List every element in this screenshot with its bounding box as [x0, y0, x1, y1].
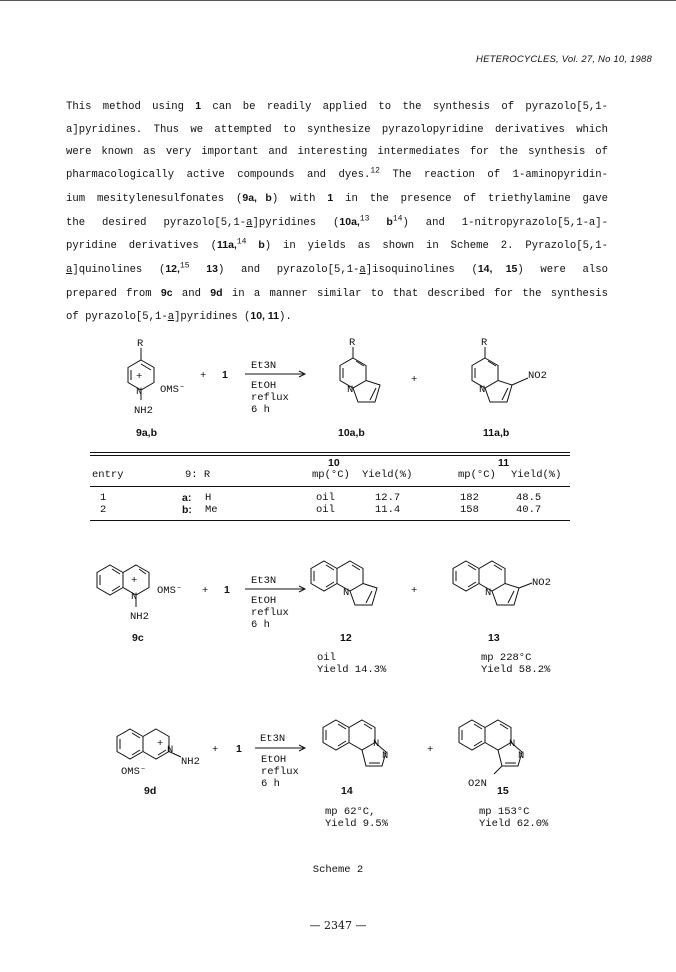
n-label: N [347, 384, 354, 396]
nitro-label: NO2 [528, 370, 547, 382]
n-label: N [343, 587, 350, 599]
reaction-scheme-1 [0, 330, 676, 445]
table-row: 1 a: H oil 12.7 182 48.5 [100, 492, 542, 504]
text-line: ium mesitylenesulfonates (9a, b) with 1 in the presence of triethylamine gave [66, 191, 608, 205]
col-header-mp-11: mp(°C) [458, 469, 496, 481]
substituent-r: R [137, 338, 144, 350]
product-14-mp: mp 62°C, [325, 806, 376, 818]
product-15-yield: Yield 62.0% [479, 818, 549, 830]
n-label: N [131, 591, 138, 603]
scheme-caption: Scheme 2 [312, 864, 364, 876]
plus-sign-2: + [427, 744, 434, 756]
running-header: HETEROCYCLES, Vol. 27, No 10, 1988 [476, 54, 652, 65]
table-row: 2 b: Me oil 11.4 158 40.7 [100, 504, 542, 516]
n-label: N [136, 386, 143, 398]
product-12-mp: oil [317, 652, 336, 664]
arrow-condition-1: EtOH [251, 380, 277, 392]
arrow-condition-3: 6 h [251, 404, 270, 416]
pyrazoloquinoline-structure [311, 561, 377, 605]
pyrazoloisoquinoline-structure [323, 720, 388, 766]
product-14-yield: Yield 9.5% [325, 818, 389, 830]
col-header-yield-11: Yield(%) [511, 469, 562, 481]
text-line: a]pyridines. Thus we attempted to synthesize pyrazolopyridine derivatives which [66, 123, 608, 136]
plus-sign: + [212, 744, 219, 756]
nh2-label: NH2 [181, 756, 200, 768]
n-label: N [373, 738, 380, 750]
group-header-11: 11 [498, 457, 510, 469]
nh2-label: NH2 [130, 611, 149, 623]
counterion-label: OMS⁻ [121, 766, 147, 778]
group-header-10: 10 [328, 457, 340, 469]
text-line: were known as very important and interesting intermediates for the synthesis of [66, 146, 608, 159]
text-line: pharmacologically active compounds and dyes.$^{12}$ The reaction of 1-aminopyridin- [66, 166, 608, 182]
reagent-1: 1 [222, 369, 228, 381]
charge-label: + [157, 738, 164, 750]
n-label: N [485, 587, 492, 599]
quinolinium-structure [97, 565, 182, 623]
arrow-condition-2: reflux [251, 392, 289, 404]
compound-label-14: 14 [341, 785, 353, 797]
table-header-row [90, 469, 570, 482]
nh2-label: NH2 [134, 405, 153, 417]
n-label: N [479, 384, 486, 396]
text-line: This method using 1 can be readily applied to the synthesis of pyrazolo[5,1- [66, 100, 608, 113]
reaction-arrow [255, 745, 305, 751]
page-number: — 2347 — [309, 919, 367, 932]
charge-label: + [136, 371, 143, 383]
arrow-condition-3: 6 h [251, 619, 270, 631]
arrow-condition-1: EtOH [261, 754, 287, 766]
n-label: N [167, 744, 174, 756]
reagent-1: 1 [236, 743, 242, 755]
text-line: pyridine derivatives (11a,$^{14}$ b) in yields as shown in Scheme 2. Pyrazolo[5,1- [66, 237, 608, 253]
substituent-r: R [481, 337, 488, 349]
n-label: N [509, 738, 516, 750]
product-12-yield: Yield 14.3% [317, 664, 387, 676]
col-header-yield-10: Yield(%) [362, 469, 413, 481]
plus-sign-2: + [411, 585, 418, 597]
arrow-condition-1: EtOH [251, 595, 277, 607]
arrow-reagent-top: Et3N [251, 360, 277, 372]
text-line: prepared from 9c and 9d in a manner similar to that described for the synthesis [66, 286, 608, 300]
nitropyrazoloquinoline-structure [453, 561, 551, 605]
arrow-condition-2: reflux [251, 607, 289, 619]
reagent-1: 1 [224, 584, 230, 596]
plus-sign: + [200, 370, 207, 382]
col-header-entry: entry [92, 469, 124, 481]
arrow-reagent-top: Et3N [251, 575, 277, 587]
table-top-rule [90, 452, 570, 453]
nitropyrazoloisoquinoline-structure [459, 720, 524, 790]
counterion-label: OMS⁻ [160, 384, 186, 396]
text-line: the desired pyrazolo[5,1-a]pyridines (10a,$^{13}$ $b^{14}$) and 1-nitropyrazolo[5,1-a]- [66, 213, 608, 229]
substituent-r: R [349, 337, 356, 349]
compound-label-15: 15 [497, 785, 509, 797]
charge-label: + [131, 575, 138, 587]
col-header-mp-10: mp(°C) [312, 469, 350, 481]
plus-sign: + [202, 585, 209, 597]
compound-label-9d: 9d [144, 785, 157, 797]
product-13-yield: Yield 58.2% [481, 664, 551, 676]
table-header-rule [90, 486, 570, 487]
plus-sign-2: + [411, 374, 418, 386]
col-header-r: 9: R [185, 469, 211, 481]
n-label: N [382, 750, 389, 762]
compound-label-12: 12 [340, 632, 352, 644]
reaction-scheme-3 [0, 700, 676, 835]
compound-label-10ab: 10a,b [338, 427, 365, 439]
table-bottom-rule [90, 520, 570, 521]
nitropyrazolopyridine-structure [472, 337, 547, 402]
arrow-condition-3: 6 h [261, 778, 280, 790]
arrow-condition-2: reflux [261, 766, 299, 778]
pyrazolopyridine-structure [340, 337, 380, 402]
arrow-reagent-top: Et3N [260, 733, 286, 745]
text-line: a]quinolines (12,15 13) and pyrazolo[5,1-a]isoquinolines (14, 15) were also [66, 261, 608, 276]
counterion-label: OMS⁻ [157, 585, 183, 597]
body-paragraph [66, 95, 608, 329]
top-rule [0, 0, 676, 1]
text-line: of pyrazolo[5,1-a]pyridines (10, 11). [66, 310, 292, 324]
compound-label-9c: 9c [132, 632, 144, 644]
nitro-label: NO2 [532, 577, 551, 589]
pyridinium-structure [128, 338, 185, 417]
compound-label-13: 13 [488, 632, 500, 644]
table-top-rule-double [90, 455, 570, 456]
compound-label-9ab: 9a,b [136, 427, 158, 439]
product-13-mp: mp 228°C [481, 652, 532, 664]
compound-label-11ab: 11a,b [483, 427, 510, 439]
reaction-scheme-2 [0, 555, 676, 685]
nitro-label: O2N [468, 778, 487, 790]
n-label: N [518, 750, 525, 762]
isoquinolinium-structure [117, 729, 200, 778]
product-15-mp: mp 153°C [479, 806, 530, 818]
